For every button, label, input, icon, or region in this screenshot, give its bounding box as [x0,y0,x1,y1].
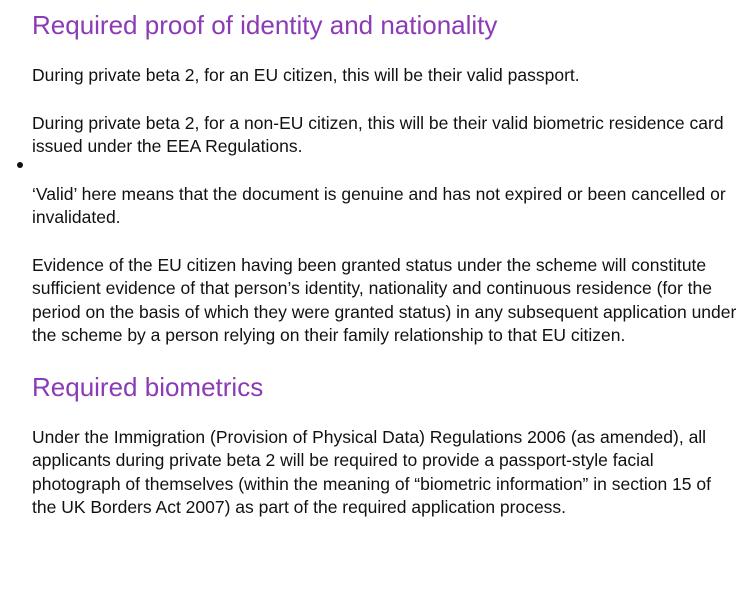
paragraph-non-eu-residence-card: During private beta 2, for a non-EU citizen, this will be their valid biometric residence card issued under the EEA Regulations. [32,112,724,156]
paragraph-evidence-of-status: Evidence of the EU citizen having been granted status under the scheme will constitute sufficient evidence of that person’s identity, nationality and continuous residence (for the period on the basis of which they were granted status) in any subsequent application under the scheme by a person relying on their family relationship to that EU citizen. [32,254,737,345]
paragraph-valid-definition: ‘Valid’ here means that the document is genuine and has not expired or been cancelled or invalidated. [32,183,726,227]
heading-required-biometrics: Required biometrics [32,371,264,402]
paragraph-biometrics-requirement: Under the Immigration (Provision of Physical Data) Regulations 2006 (as amended), all applicants during private beta 2 will be required to provide a passport-style facial photograph of themselves (within the meaning of “biometric information” in section 15 of the UK Borders Act 2007) as part of the required application process. [32,426,711,517]
paragraph-eu-citizen-passport: During private beta 2, for an EU citizen, this will be their valid passport. [32,65,580,85]
document-page [32,8,740,520]
bullet-dot [17,162,23,168]
heading-identity-nationality: Required proof of identity and nationality [32,10,498,40]
